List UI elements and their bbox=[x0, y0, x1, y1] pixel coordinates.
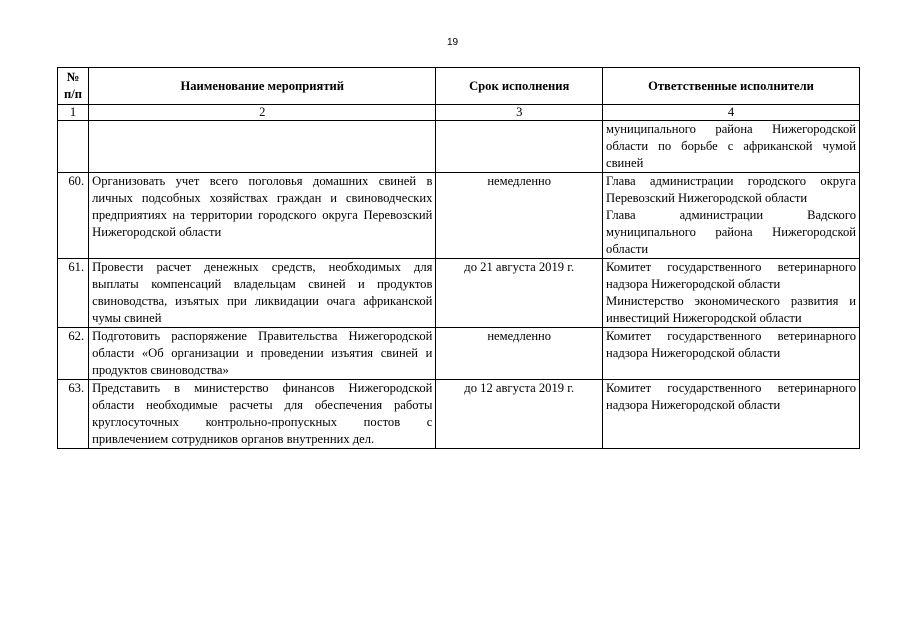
cell-executors bbox=[603, 380, 860, 449]
table-row-continuation bbox=[58, 121, 860, 173]
column-index: 1 bbox=[58, 105, 89, 121]
cell-action: Подготовить распоряжение Правительства Нижегородской области «Об организации и проведении изъятия свиней и продуктов свиноводства» bbox=[89, 328, 436, 380]
header-deadline: Срок исполнения bbox=[436, 68, 603, 105]
header-executors: Ответственные исполнители bbox=[603, 68, 860, 105]
table-header-row bbox=[58, 68, 860, 105]
cell-executors bbox=[603, 259, 860, 328]
cell-deadline: немедленно bbox=[436, 173, 603, 259]
cell-executors bbox=[603, 173, 860, 259]
cell-number: 63. bbox=[58, 380, 89, 449]
cell-action: Представить в министерство финансов Нижегородской области необходимые расчеты для обеспечения работы круглосуточных контрольно-пропускных постов с привлечением сотрудников органов внутренних дел. bbox=[89, 380, 436, 449]
header-action: Наименование мероприятий bbox=[89, 68, 436, 105]
executor: Глава администрации Вадского муниципального района Нижегородской области bbox=[606, 208, 856, 256]
executor: Глава администрации городского округа Перевозский Нижегородской области bbox=[606, 174, 856, 205]
measures-table bbox=[57, 67, 860, 449]
cell-number: 60. bbox=[58, 173, 89, 259]
cell-executors bbox=[603, 328, 860, 380]
cell-deadline: до 12 августа 2019 г. bbox=[436, 380, 603, 449]
executor: Комитет государственного ветеринарного надзора Нижегородской области bbox=[606, 381, 856, 412]
executor: Комитет государственного ветеринарного надзора Нижегородской области bbox=[606, 260, 856, 291]
header-number: № п/п bbox=[58, 68, 89, 105]
column-index: 3 bbox=[436, 105, 603, 121]
column-index: 2 bbox=[89, 105, 436, 121]
table-row bbox=[58, 259, 860, 328]
cell-action: Провести расчет денежных средств, необходимых для выплаты компенсаций владельцам свиней и продуктов свиноводства, изъятых при ликвидации очага африканской чумы свиней bbox=[89, 259, 436, 328]
cell-executors bbox=[603, 121, 860, 173]
table-row bbox=[58, 328, 860, 380]
executor: Комитет государственного ветеринарного надзора Нижегородской области bbox=[606, 329, 856, 360]
cell-deadline bbox=[436, 121, 603, 173]
cell-number: 62. bbox=[58, 328, 89, 380]
cell-action: Организовать учет всего поголовья домашних свиней в личных подсобных хозяйствах граждан и свиноводческих предприятиях на территории городского округа Перевозский Нижегородской области bbox=[89, 173, 436, 259]
cell-action bbox=[89, 121, 436, 173]
executor: муниципального района Нижегородской области по борьбе с африканской чумой свиней bbox=[606, 122, 856, 170]
cell-number bbox=[58, 121, 89, 173]
page-number: 19 bbox=[446, 37, 459, 48]
cell-deadline: до 21 августа 2019 г. bbox=[436, 259, 603, 328]
table-row bbox=[58, 173, 860, 259]
cell-number: 61. bbox=[58, 259, 89, 328]
executor: Министерство экономического развития и инвестиций Нижегородской области bbox=[606, 294, 856, 325]
column-index-row bbox=[58, 105, 860, 121]
cell-deadline: немедленно bbox=[436, 328, 603, 380]
column-index: 4 bbox=[603, 105, 860, 121]
table-row bbox=[58, 380, 860, 449]
